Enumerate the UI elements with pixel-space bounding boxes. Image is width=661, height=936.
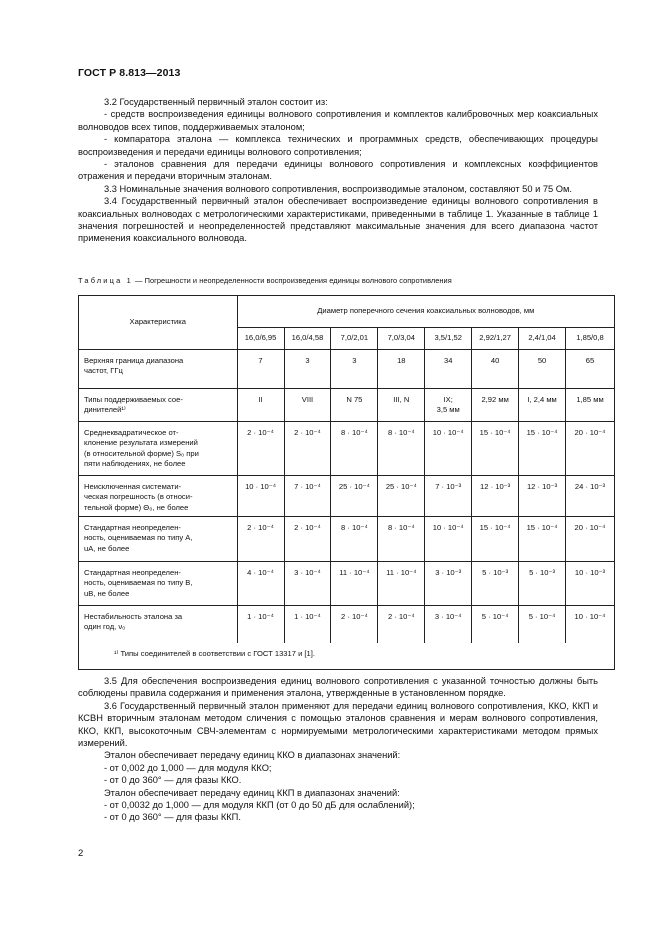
row-label-line: один год, ν₀: [84, 622, 126, 632]
column-header: 2,92/1,27: [472, 328, 519, 350]
cell-value: 15 · 10⁻⁴: [519, 517, 566, 562]
section1-paragraph: 3.2 Государственный первичный эталон состоит из:: [104, 97, 328, 107]
cell-value: 5 · 10⁻³: [519, 562, 566, 606]
cell-value: 25 · 10⁻⁴: [331, 476, 378, 517]
row-label-line: uA, не более: [84, 543, 130, 553]
row-label: [79, 606, 238, 643]
cell-value: 20 · 10⁻⁴: [566, 422, 615, 476]
row-label-line: Типы поддерживаемых сое-: [84, 395, 183, 404]
column-header: 3,5/1,52: [425, 328, 472, 350]
cell-value: 25 · 10⁻⁴: [378, 476, 425, 517]
cell-value: 1 · 10⁻⁴: [237, 606, 284, 643]
row-label-line: динителей¹⁾: [84, 405, 126, 415]
cell-value: 34: [425, 350, 472, 389]
row-label: [79, 476, 238, 517]
header-diameter-group: Диаметр поперечного сечения коаксиальных волноводов, мм: [237, 296, 614, 328]
cell-value: 10 · 10⁻⁴: [237, 476, 284, 517]
cell-value: 11 · 10⁻⁴: [378, 562, 425, 606]
row-label-line: Стандартная неопределен-: [84, 568, 181, 577]
page-number: 2: [78, 848, 84, 859]
cell-value: 10 · 10⁻⁴: [566, 606, 615, 643]
section1-paragraph: 3.4 Государственный первичный эталон обеспечивает воспроизведение единицы волнового сопротивления в коаксиальных волноводах с метрологическими характеристиками, приведенными в таблице 1. Указанные в таблице 1 значения погрешностей и неопределенностей представляют максимальные значения для всего диапазона частот применения коаксиального волновода.: [78, 196, 598, 244]
cell-value: 2 · 10⁻⁴: [331, 606, 378, 643]
row-label-line: тельной форме) Θ₀, не более: [84, 502, 189, 512]
row-label-line: Неисключенная системати-: [84, 482, 182, 491]
cell-value: 1 · 10⁻⁴: [284, 606, 331, 643]
row-label-line: (в относительной форме) S₀ при: [84, 448, 199, 458]
row-label: [79, 389, 238, 422]
section2-paragraph: - от 0 до 360° — для фазы ККО.: [104, 775, 242, 786]
table-footnote: ¹⁾ Типы соединителей в соответствии с ГОСТ 13317 и [1].: [79, 643, 615, 670]
row-label-line: Верхняя граница диапазона: [84, 356, 184, 365]
column-header: 1,85/0,8: [566, 328, 615, 350]
column-header: 16,0/4,58: [284, 328, 331, 350]
row-label-line: ность, оцениваемая по типу В,: [84, 578, 193, 588]
cell-value: II: [237, 389, 284, 422]
cell-value: 7 · 10⁻⁴: [284, 476, 331, 517]
cell-value: 7 · 10⁻³: [425, 476, 472, 517]
section1-paragraph: - эталонов сравнения для передачи единицы волнового сопротивления и комплексных коэффициентов отражения и передачи вторичным эталонам.: [78, 159, 598, 182]
section2-paragraph: - от 0 до 360° — для фазы ККП.: [104, 812, 241, 823]
cell-value: 2 · 10⁻⁴: [237, 422, 284, 476]
cell-value: 3 · 10⁻⁴: [425, 606, 472, 643]
section1-paragraph: - средств воспроизведения единицы волнового сопротивления и комплектов калибровочных мер коаксиальных волноводов всех типов, поддерживаемых эталоном;: [78, 109, 598, 132]
cell-value: 40: [472, 350, 519, 389]
cell-value: 8 · 10⁻⁴: [331, 422, 378, 476]
column-header: 7,0/2,01: [331, 328, 378, 350]
cell-value: 1,85 мм: [566, 389, 615, 422]
column-header: 7,0/3,04: [378, 328, 425, 350]
row-label-line: частот, ГГц: [84, 366, 123, 376]
cell-value: 5 · 10⁻⁴: [472, 606, 519, 643]
table-row: [79, 476, 615, 517]
cell-value: 15 · 10⁻⁴: [519, 422, 566, 476]
cell-value: I, 2,4 мм: [519, 389, 566, 422]
cell-value: 7: [237, 350, 284, 389]
cell-value: 12 · 10⁻³: [472, 476, 519, 517]
cell-value: 2 · 10⁻⁴: [284, 422, 331, 476]
section2-paragraph: 3.5 Для обеспечения воспроизведения единиц волнового сопротивления с указанной точностью должны быть соблюдены правила содержания и применения эталона, утвержденные в установленном порядке.: [78, 676, 598, 699]
table-row: [79, 606, 615, 643]
column-header: 2,4/1,04: [519, 328, 566, 350]
table-row: [79, 517, 615, 562]
cell-value: 20 · 10⁻⁴: [566, 517, 615, 562]
row-label-line: uB, не более: [84, 588, 130, 598]
section2-paragraph: 3.6 Государственный первичный эталон применяют для передачи единиц волнового сопротивления, ККО, ККП и КСВН вторичным эталонам методом сличения с помощью эталонов сравнения и мерам волнового сопротивления, ККО, ККП, высокоточным СВЧ-элементам с нормируемыми метрологическими характеристиками методом прямых измерений.: [78, 700, 598, 749]
section1-paragraph: - компаратора эталона — комплекса технических и программных средств, обеспечивающих процедуры воспроизведения и передачи единицы волнового сопротивления;: [78, 134, 598, 157]
row-label: [79, 562, 238, 606]
cell-value: 2 · 10⁻⁴: [284, 517, 331, 562]
section-3-2-to-3-4: [78, 96, 598, 245]
row-label-line: ческая погрешность (в относи-: [84, 492, 193, 502]
table-row: [79, 422, 615, 476]
cell-value: N 75: [331, 389, 378, 422]
cell-value: 2 · 10⁻⁴: [237, 517, 284, 562]
row-label: [79, 422, 238, 476]
table-caption: [78, 276, 452, 285]
table-row: [79, 562, 615, 606]
cell-value: 3 · 10⁻⁴: [284, 562, 331, 606]
cell-value: 10 · 10⁻³: [566, 562, 615, 606]
cell-value: 5 · 10⁻³: [472, 562, 519, 606]
cell-value: VIII: [284, 389, 331, 422]
section1-paragraph: 3.3 Номинальные значения волнового сопротивления, воспроизводимые эталоном, составляют 50 и 75 Ом.: [104, 183, 572, 194]
section2-paragraph: - от 0,002 до 1,000 — для модуля ККО;: [104, 762, 272, 773]
table-row: [79, 389, 615, 422]
cell-value: 4 · 10⁻⁴: [237, 562, 284, 606]
cell-value: 10 · 10⁻⁴: [425, 422, 472, 476]
cell-value: 10 · 10⁻⁴: [425, 517, 472, 562]
table-caption-text: — Погрешности и неопределенности воспроизведения единицы волнового сопротивления: [132, 276, 452, 285]
row-label-line: ность, оцениваемая по типу А,: [84, 533, 193, 543]
row-label: [79, 517, 238, 562]
cell-value: 3 · 10⁻³: [425, 562, 472, 606]
cell-value: 18: [378, 350, 425, 389]
row-label-line: клонение результата измерений: [84, 438, 198, 448]
section2-paragraph: Эталон обеспечивает передачу единиц ККП в диапазонах значений:: [104, 787, 400, 798]
cell-value: 12 · 10⁻³: [519, 476, 566, 517]
cell-value: 50: [519, 350, 566, 389]
cell-value: 15 · 10⁻⁴: [472, 517, 519, 562]
cell-value: 8 · 10⁻⁴: [378, 422, 425, 476]
row-label-line: пяти наблюдениях, не более: [84, 459, 186, 469]
table-caption-prefix: Таблица 1: [78, 276, 133, 285]
row-label-line: Нестабильность эталона за: [84, 612, 183, 621]
cell-value: 2,92 мм: [472, 389, 519, 422]
section2-paragraph: Эталон обеспечивает передачу единиц ККО в диапазонах значений:: [104, 750, 401, 761]
table-1: [78, 295, 615, 670]
cell-value: 15 · 10⁻⁴: [472, 422, 519, 476]
cell-value: IX; 3,5 мм: [425, 389, 472, 422]
header-characteristic: Характеристика: [79, 296, 238, 350]
cell-value: 3: [331, 350, 378, 389]
cell-value: 8 · 10⁻⁴: [331, 517, 378, 562]
cell-value: 3: [284, 350, 331, 389]
cell-value: 65: [566, 350, 615, 389]
cell-value: 11 · 10⁻⁴: [331, 562, 378, 606]
row-label: [79, 350, 238, 389]
cell-value: 2 · 10⁻⁴: [378, 606, 425, 643]
cell-value: 5 · 10⁻⁴: [519, 606, 566, 643]
document-id: ГОСТ Р 8.813—2013: [78, 67, 181, 79]
section2-paragraph: - от 0,0032 до 1,000 — для модуля ККП (от 0 до 50 дБ для ослаблений);: [104, 800, 415, 811]
column-header: 16,0/6,95: [237, 328, 284, 350]
section-3-5-to-3-6: [78, 675, 598, 824]
row-label-line: Среднеквадратическое от-: [84, 428, 179, 437]
cell-value: 8 · 10⁻⁴: [378, 517, 425, 562]
cell-value: III, N: [378, 389, 425, 422]
cell-value: 24 · 10⁻³: [566, 476, 615, 517]
row-label-line: Стандартная неопределен-: [84, 523, 181, 532]
table-row: [79, 350, 615, 389]
